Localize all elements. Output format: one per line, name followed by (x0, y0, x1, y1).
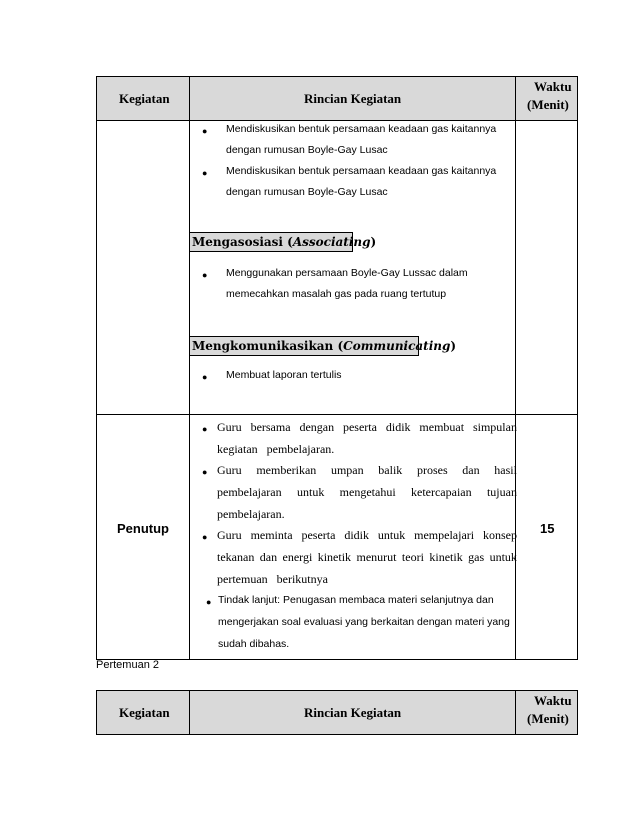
list-item: Guru meminta peserta didik untuk mempelajari konsep (217, 528, 517, 542)
activity-table-1 (96, 76, 578, 660)
list-item: tekanan dan energi kinetik menurut teori kinetik gas untuk (217, 550, 517, 564)
header-cell-kegiatan (97, 691, 190, 734)
header-kegiatan: Kegiatan (119, 705, 170, 720)
list-item: pembelajaran. (217, 507, 285, 521)
bullet-icon: ● (206, 597, 212, 607)
list-item: Mendiskusikan bentuk persamaan keadaan gas kaitannya (226, 123, 497, 135)
bullet-icon: ● (202, 467, 208, 477)
header-cell-waktu (515, 691, 579, 734)
list-item: dengan rumusan Boyle-Gay Lusac (226, 186, 388, 198)
list-item: Tindak lanjut: Penugasan membaca materi selanjutnya dan (218, 594, 494, 606)
list-item: Mendiskusikan bentuk persamaan keadaan gas kaitannya (226, 165, 497, 177)
bullet-icon: ● (202, 126, 208, 136)
bullet-icon: ● (202, 372, 208, 382)
bullet-icon: ● (202, 270, 208, 280)
header-menit: (Menit) (527, 711, 569, 726)
list-item: Guru bersama dengan peserta didik membuat simpulan (217, 420, 517, 434)
list-item: mengerjakan soal evaluasi yang berkaitan dengan materi yang (218, 616, 510, 628)
row-kegiatan-penutup: Penutup (117, 521, 169, 536)
list-item: pembelajaran untuk mengetahui ketercapaian tujuan (217, 485, 517, 499)
column-divider (189, 120, 190, 659)
column-divider (515, 120, 516, 659)
list-item: dengan rumusan Boyle-Gay Lusac (226, 144, 388, 156)
activity-table-2 (96, 690, 578, 735)
list-item: pertemuan berikutnya (217, 572, 328, 586)
pertemuan-label: Pertemuan 2 (96, 659, 159, 671)
list-item: Menggunakan persamaan Boyle-Gay Lussac dalam (226, 267, 468, 279)
table-header (97, 691, 577, 734)
row-divider (97, 414, 577, 415)
bullet-icon: ● (202, 532, 208, 542)
row-waktu: 15 (540, 521, 555, 536)
list-item: memecahkan masalah gas pada ruang tertutup (226, 288, 447, 300)
header-kegiatan: Kegiatan (119, 91, 170, 106)
list-item: kegiatan pembelajaran. (217, 442, 335, 456)
bullet-icon: ● (202, 168, 208, 178)
header-waktu: Waktu (534, 79, 572, 94)
associating-heading: Mengasosiasi (Associating) (189, 232, 353, 252)
header-cell-waktu (515, 77, 579, 120)
bullet-icon: ● (202, 424, 208, 434)
header-menit: (Menit) (527, 97, 569, 112)
header-rincian: Rincian Kegiatan (304, 91, 402, 106)
list-item: sudah dibahas. (218, 638, 290, 650)
list-item: Guru memberikan umpan balik proses dan hasil (217, 463, 517, 477)
header-rincian: Rincian Kegiatan (304, 705, 402, 720)
header-cell-kegiatan (97, 77, 190, 120)
communicating-heading: Mengkomunikasikan (Communicating) (189, 336, 419, 356)
list-item: Membuat laporan tertulis (226, 369, 342, 381)
header-waktu: Waktu (534, 693, 572, 708)
table-header (97, 77, 577, 121)
